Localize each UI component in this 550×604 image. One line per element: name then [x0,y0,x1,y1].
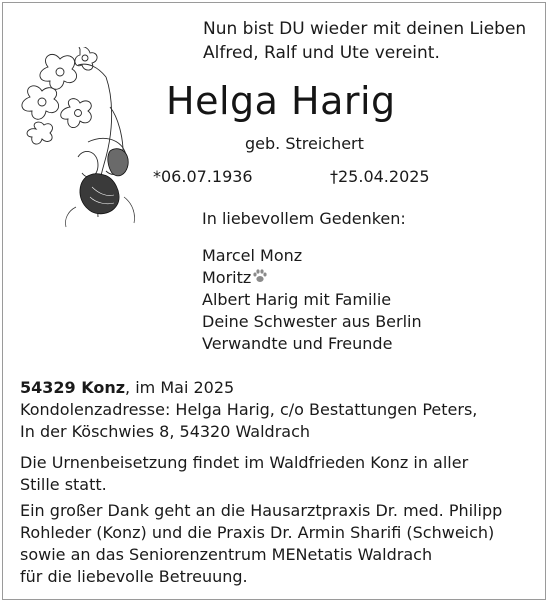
deceased-name: Helga Harig [166,79,396,123]
burial-notice [20,452,520,496]
thanks-line: Ein großer Dank geht an die Hausarztpraxis Dr. med. Philipp [20,501,503,520]
mourner-name: Deine Schwester aus Berlin [202,312,422,331]
condolence-address-line: In der Köschwies 8, 54320 Waldrach [20,422,311,441]
place-line [20,377,520,399]
birth-date: *06.07.1936 [153,167,253,186]
mourner-name: Moritz [202,268,252,287]
thanks-notice [20,500,520,588]
thanks-line: sowie an das Seniorenzentrum MENetatis Waldrach [20,545,433,564]
condolence-address-line: Kondolenzadresse: Helga Harig, c/o Bestattungen Peters, [20,400,478,419]
burial-line: Stille statt. [20,475,107,494]
mourner-pet [202,267,422,289]
mourners-intro: In liebevollem Gedenken: [202,209,406,228]
mourner-name: Verwandte und Freunde [202,334,393,353]
born-name: geb. Streichert [245,134,364,153]
thanks-line: Rohleder (Konz) und die Praxis Dr. Armin Sharifi (Schweich) [20,523,495,542]
mourner-name: Marcel Monz [202,246,303,265]
place-date: , im Mai 2025 [125,378,235,397]
place-city: 54329 Konz [20,378,126,397]
thanks-line: für die liebevolle Betreuung. [20,567,248,586]
verse-line: Alfred, Ralf und Ute vereint. [203,43,440,63]
mourners-list [202,245,422,355]
burial-line: Die Urnenbeisetzung findet im Waldfrieden Konz in aller [20,453,469,472]
verse [203,17,526,65]
orchid-illustration-icon [18,47,143,232]
mourner-name: Albert Harig mit Familie [202,290,392,309]
place-and-address [20,377,520,443]
verse-line: Nun bist DU wieder mit deinen Lieben [203,19,527,39]
death-date: †25.04.2025 [330,167,430,186]
paw-icon [252,268,268,284]
